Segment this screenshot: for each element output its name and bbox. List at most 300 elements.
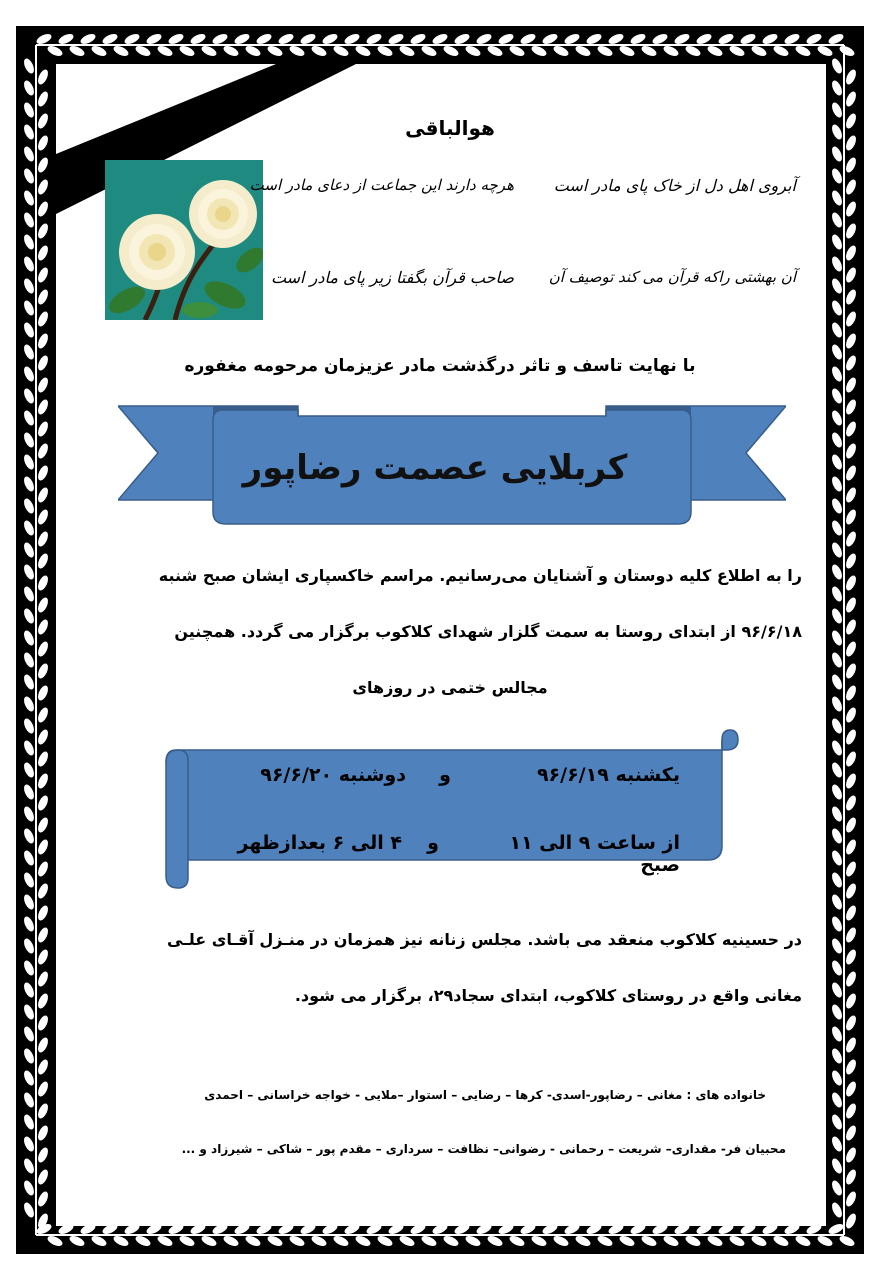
frame-leaf: [36, 992, 50, 1010]
paragraph1-line1: را به اطلاع کلیه دوستان و آشنایان می‌رسانیم. مراسم خاکسپاری ایشان صبح شنبه: [158, 566, 802, 585]
schedule-and-1: و: [439, 764, 451, 786]
frame-leaf: [36, 332, 50, 350]
frame-leaf: [36, 750, 50, 768]
frame-leaf: [830, 233, 844, 251]
frame-leaf: [36, 1168, 50, 1186]
frame-leaf: [830, 673, 844, 691]
frame-leaf: [22, 1025, 36, 1043]
frame-leaf: [22, 431, 36, 449]
frame-leaf: [22, 783, 36, 801]
frame-leaf: [552, 1234, 570, 1248]
frame-leaf: [189, 32, 207, 46]
frame-leaf: [200, 44, 218, 58]
frame-leaf: [79, 32, 97, 46]
frame-leaf: [22, 79, 36, 97]
frame-leaf: [830, 541, 844, 559]
poem-line1-right: آبروی اهل دل از خاک پای مادر است: [553, 176, 796, 195]
frame-leaf: [830, 1003, 844, 1021]
frame-leaf: [36, 904, 50, 922]
frame-leaf: [728, 44, 746, 58]
paragraph1-line3: مجالس ختمی در روزهای: [352, 678, 548, 697]
frame-leaf: [22, 387, 36, 405]
frame-leaf: [717, 32, 735, 46]
frame-leaf: [277, 32, 295, 46]
frame-leaf: [830, 1113, 844, 1131]
frame-leaf: [36, 178, 50, 196]
frame-leaf: [830, 123, 844, 141]
frame-leaf: [409, 32, 427, 46]
frame-leaf: [36, 530, 50, 548]
frame-leaf: [830, 1201, 844, 1219]
frame-leaf: [255, 32, 273, 46]
rose-right: [189, 180, 257, 248]
frame-leaf: [36, 1036, 50, 1054]
frame-leaf: [830, 167, 844, 185]
header-title: هوالباقی: [405, 116, 495, 140]
frame-leaf: [596, 44, 614, 58]
frame-leaf: [36, 486, 50, 504]
frame-leaf: [695, 32, 713, 46]
deceased-name: کربلایی عصمت رضاپور: [242, 448, 628, 488]
frame-leaf: [36, 112, 50, 130]
frame-leaf: [420, 1234, 438, 1248]
frame-leaf: [453, 32, 471, 46]
frame-leaf: [640, 44, 658, 58]
frame-leaf: [332, 44, 350, 58]
frame-leaf: [112, 44, 130, 58]
frame-leaf: [830, 607, 844, 625]
frame-leaf: [519, 32, 537, 46]
frame-leaf: [640, 1234, 658, 1248]
frame-leaf: [794, 1234, 812, 1248]
frame-leaf: [827, 32, 845, 46]
frame-leaf: [222, 1234, 240, 1248]
frame-leaf: [541, 32, 559, 46]
frame-leaf: [36, 684, 50, 702]
frame-leaf: [844, 1190, 858, 1208]
frame-leaf: [222, 44, 240, 58]
frame-leaf: [244, 1234, 262, 1248]
frame-leaf: [398, 1234, 416, 1248]
rose-left: [119, 214, 195, 290]
frame-leaf: [844, 464, 858, 482]
frame-leaf: [36, 970, 50, 988]
frame-leaf: [844, 486, 858, 504]
frame-leaf: [310, 1234, 328, 1248]
frame-leaf: [794, 44, 812, 58]
frame-leaf: [36, 1080, 50, 1098]
frame-leaf: [844, 816, 858, 834]
frame-leaf: [508, 44, 526, 58]
frame-leaf: [36, 354, 50, 372]
frame-leaf: [22, 849, 36, 867]
frame-leaf: [844, 1036, 858, 1054]
frame-leaf: [22, 321, 36, 339]
frame-leaf: [844, 794, 858, 812]
frame-leaf: [830, 189, 844, 207]
frame-leaf: [22, 827, 36, 845]
frame-leaf: [321, 32, 339, 46]
frame-leaf: [844, 332, 858, 350]
frame-leaf: [398, 44, 416, 58]
frame-leaf: [497, 32, 515, 46]
frame-leaf: [844, 1212, 858, 1230]
frame-leaf: [420, 44, 438, 58]
frame-leaf: [830, 1091, 844, 1109]
frame-leaf: [22, 211, 36, 229]
frame-leaf: [36, 508, 50, 526]
frame-leaf: [552, 44, 570, 58]
frame-leaf: [844, 244, 858, 262]
frame-leaf: [36, 574, 50, 592]
frame-leaf: [332, 1234, 350, 1248]
frame-leaf: [844, 618, 858, 636]
frame-leaf: [844, 134, 858, 152]
frame-leaf: [22, 497, 36, 515]
frame-leaf: [36, 882, 50, 900]
frame-leaf: [22, 1003, 36, 1021]
frame-leaf: [651, 32, 669, 46]
frame-leaf: [36, 68, 50, 86]
frame-leaf: [830, 651, 844, 669]
frame-leaf: [805, 32, 823, 46]
frame-leaf: [844, 728, 858, 746]
poem-line2-right: آن بهشتی راکه قرآن می کند توصیف آن: [548, 268, 796, 286]
frame-leaf: [22, 123, 36, 141]
frame-leaf: [827, 1222, 845, 1236]
frame-leaf: [844, 1168, 858, 1186]
frame-leaf: [844, 1058, 858, 1076]
frame-leaf: [844, 574, 858, 592]
frame-leaf: [46, 44, 64, 58]
frame-leaf: [22, 541, 36, 559]
frame-leaf: [22, 1047, 36, 1065]
rose-image: [105, 160, 263, 320]
frame-leaf: [830, 585, 844, 603]
frame-leaf: [844, 596, 858, 614]
frame-leaf: [844, 1124, 858, 1142]
schedule-time2: ۴ الی ۶ بعدازظهر: [237, 832, 402, 854]
families-line2: محبیان فر- مقداری– شریعت – رحمانی - رضوانی– نظافت – سرداری – مقدم پور – شاکی – شیرزاد و ...: [181, 1142, 786, 1156]
frame-leaf: [830, 365, 844, 383]
frame-leaf: [112, 1234, 130, 1248]
frame-leaf: [22, 475, 36, 493]
frame-leaf: [830, 299, 844, 317]
frame-leaf: [844, 90, 858, 108]
frame-leaf: [844, 926, 858, 944]
frame-leaf: [22, 937, 36, 955]
frame-leaf: [464, 1234, 482, 1248]
frame-leaf: [750, 44, 768, 58]
frame-leaf: [830, 937, 844, 955]
frame-leaf: [36, 706, 50, 724]
frame-leaf: [36, 662, 50, 680]
schedule-time1: از ساعت ۹ الی ۱۱ صبح: [509, 832, 680, 876]
schedule-day1: یکشنبه ۹۶/۶/۱۹: [536, 764, 680, 786]
frame-leaf: [36, 134, 50, 152]
frame-leaf: [830, 695, 844, 713]
frame-leaf: [607, 32, 625, 46]
frame-leaf: [830, 563, 844, 581]
frame-leaf: [844, 156, 858, 174]
schedule-and-2: و: [427, 832, 439, 854]
frame-leaf: [310, 44, 328, 58]
frame-leaf: [844, 552, 858, 570]
frame-leaf: [22, 1135, 36, 1153]
frame-leaf: [36, 728, 50, 746]
frame-leaf: [844, 200, 858, 218]
poem-line1-left: هرچه دارند این جماعت از دعای مادر است: [249, 176, 514, 194]
frame-leaf: [22, 673, 36, 691]
frame-leaf: [36, 420, 50, 438]
frame-leaf: [22, 651, 36, 669]
frame-leaf: [22, 739, 36, 757]
frame-leaf: [36, 90, 50, 108]
frame-leaf: [244, 44, 262, 58]
frame-leaf: [830, 849, 844, 867]
frame-leaf: [838, 44, 856, 58]
frame-leaf: [844, 112, 858, 130]
frame-leaf: [90, 1234, 108, 1248]
frame-leaf: [431, 32, 449, 46]
frame-leaf: [178, 44, 196, 58]
frame-leaf: [134, 1234, 152, 1248]
frame-leaf: [772, 44, 790, 58]
frame-leaf: [22, 805, 36, 823]
frame-leaf: [36, 794, 50, 812]
frame-leaf: [844, 288, 858, 306]
frame-leaf: [36, 640, 50, 658]
frame-leaf: [772, 1234, 790, 1248]
schedule-day2: دوشنبه ۹۶/۶/۲۰: [260, 764, 406, 786]
frame-leaf: [844, 640, 858, 658]
frame-leaf: [22, 1069, 36, 1087]
frame-leaf: [36, 376, 50, 394]
frame-leaf: [830, 761, 844, 779]
frame-leaf: [662, 1234, 680, 1248]
frame-leaf: [156, 1234, 174, 1248]
frame-leaf: [36, 552, 50, 570]
frame-leaf: [22, 1201, 36, 1219]
frame-leaf: [22, 145, 36, 163]
frame-leaf: [830, 915, 844, 933]
frame-leaf: [838, 1234, 856, 1248]
frame-leaf: [22, 981, 36, 999]
frame-leaf: [36, 244, 50, 262]
frame-leaf: [830, 475, 844, 493]
frame-leaf: [750, 1234, 768, 1248]
frame-leaf: [844, 772, 858, 790]
frame-leaf: [844, 222, 858, 240]
frame-leaf: [36, 1190, 50, 1208]
frame-leaf: [844, 1014, 858, 1032]
frame-leaf: [22, 409, 36, 427]
frame-leaf: [830, 981, 844, 999]
frame-leaf: [134, 44, 152, 58]
frame-leaf: [36, 596, 50, 614]
frame-leaf: [68, 44, 86, 58]
frame-leaf: [22, 1113, 36, 1131]
frame-leaf: [844, 508, 858, 526]
frame-leaf: [684, 44, 702, 58]
frame-leaf: [22, 233, 36, 251]
frame-leaf: [830, 321, 844, 339]
frame-leaf: [574, 1234, 592, 1248]
frame-leaf: [36, 200, 50, 218]
frame-leaf: [36, 1014, 50, 1032]
frame-leaf: [145, 32, 163, 46]
frame-leaf: [844, 178, 858, 196]
frame-leaf: [35, 32, 53, 46]
frame-leaf: [36, 222, 50, 240]
frame-leaf: [101, 32, 119, 46]
frame-leaf: [365, 32, 383, 46]
frame-leaf: [36, 398, 50, 416]
frame-leaf: [761, 32, 779, 46]
frame-leaf: [508, 1234, 526, 1248]
frame-leaf: [22, 695, 36, 713]
frame-leaf: [22, 101, 36, 119]
frame-leaf: [36, 618, 50, 636]
frame-leaf: [844, 442, 858, 460]
frame-leaf: [475, 32, 493, 46]
frame-leaf: [673, 32, 691, 46]
frame-leaf: [844, 310, 858, 328]
frame-leaf: [464, 44, 482, 58]
frame-leaf: [22, 629, 36, 647]
frame-leaf: [830, 409, 844, 427]
frame-leaf: [706, 1234, 724, 1248]
frame-leaf: [22, 959, 36, 977]
frame-leaf: [343, 32, 361, 46]
frame-leaf: [844, 904, 858, 922]
frame-leaf: [585, 32, 603, 46]
frame-leaf: [844, 706, 858, 724]
frame-leaf: [266, 1234, 284, 1248]
frame-leaf: [22, 607, 36, 625]
frame-leaf: [46, 1234, 64, 1248]
frame-leaf: [844, 1146, 858, 1164]
frame-leaf: [844, 398, 858, 416]
frame-leaf: [830, 497, 844, 515]
frame-leaf: [288, 44, 306, 58]
frame-leaf: [156, 44, 174, 58]
frame-leaf: [662, 44, 680, 58]
frame-leaf: [844, 860, 858, 878]
frame-leaf: [830, 959, 844, 977]
frame-leaf: [36, 1102, 50, 1120]
frame-leaf: [739, 32, 757, 46]
frame-leaf: [830, 101, 844, 119]
frame-leaf: [830, 277, 844, 295]
poem-line2-left: صاحب قرآن بگفتا زیر پای مادر است: [270, 268, 514, 287]
frame-leaf: [36, 860, 50, 878]
paragraph2-line2: مغانی واقع در روستای کلاکوب، ابتدای سجاد۲۹، برگزار می شود.: [294, 986, 802, 1005]
frame-leaf: [22, 189, 36, 207]
frame-leaf: [36, 772, 50, 790]
frame-leaf: [22, 1179, 36, 1197]
frame-leaf: [22, 57, 36, 75]
frame-leaf: [830, 453, 844, 471]
frame-leaf: [830, 1047, 844, 1065]
frame-leaf: [830, 387, 844, 405]
frame-leaf: [36, 464, 50, 482]
frame-leaf: [830, 57, 844, 75]
frame-leaf: [783, 32, 801, 46]
frame-leaf: [36, 1124, 50, 1142]
frame-leaf: [22, 519, 36, 537]
frame-leaf: [830, 805, 844, 823]
frame-leaf: [830, 1135, 844, 1153]
frame-leaf: [36, 310, 50, 328]
frame-leaf: [844, 354, 858, 372]
frame-leaf: [22, 277, 36, 295]
frame-leaf: [844, 970, 858, 988]
frame-leaf: [22, 1091, 36, 1109]
frame-leaf: [830, 343, 844, 361]
frame-leaf: [36, 288, 50, 306]
frame-leaf: [36, 266, 50, 284]
frame-leaf: [36, 926, 50, 944]
frame-leaf: [830, 1157, 844, 1175]
frame-leaf: [22, 585, 36, 603]
frame-leaf: [844, 1080, 858, 1098]
frame-leaf: [22, 343, 36, 361]
frame-leaf: [22, 717, 36, 735]
frame-leaf: [299, 32, 317, 46]
frame-leaf: [36, 1146, 50, 1164]
frame-leaf: [442, 44, 460, 58]
frame-leaf: [844, 530, 858, 548]
families-line1: خانواده های : مغانی – رضاپور-اسدی- کرها – رضایی – استوار –ملایی - خواجه خراسانی – احمدی: [204, 1088, 766, 1102]
frame-leaf: [844, 662, 858, 680]
frame-leaf: [211, 32, 229, 46]
frame-leaf: [486, 1234, 504, 1248]
frame-leaf: [68, 1234, 86, 1248]
frame-leaf: [22, 453, 36, 471]
frame-leaf: [354, 1234, 372, 1248]
frame-leaf: [36, 442, 50, 460]
frame-leaf: [387, 32, 405, 46]
frame-leaf: [830, 145, 844, 163]
frame-leaf: [22, 299, 36, 317]
frame-leaf: [618, 44, 636, 58]
frame-leaf: [36, 1058, 50, 1076]
frame-leaf: [830, 519, 844, 537]
frame-leaf: [57, 32, 75, 46]
frame-leaf: [830, 1025, 844, 1043]
frame-leaf: [706, 44, 724, 58]
frame-leaf: [376, 44, 394, 58]
frame-leaf: [486, 44, 504, 58]
frame-leaf: [22, 871, 36, 889]
intro-line: با نهایت تاسف و تاثر درگذشت مادر عزیزمان مرحومه مغفوره: [184, 356, 696, 376]
frame-leaf: [376, 1234, 394, 1248]
frame-leaf: [36, 838, 50, 856]
frame-leaf: [844, 838, 858, 856]
frame-leaf: [530, 44, 548, 58]
frame-leaf: [844, 266, 858, 284]
frame-leaf: [629, 32, 647, 46]
frame-leaf: [844, 948, 858, 966]
frame-leaf: [530, 1234, 548, 1248]
frame-leaf: [830, 717, 844, 735]
frame-leaf: [844, 684, 858, 702]
frame-leaf: [844, 376, 858, 394]
frame-leaf: [816, 1234, 834, 1248]
frame-leaf: [816, 44, 834, 58]
frame-leaf: [123, 32, 141, 46]
